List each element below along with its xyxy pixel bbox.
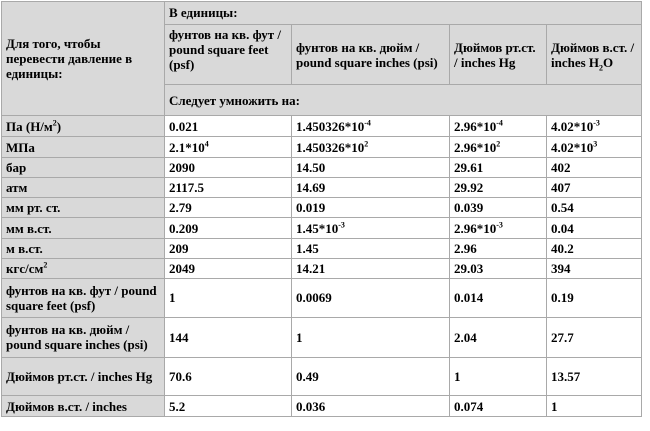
cell-value: 0.014 — [454, 290, 484, 306]
cell-value: 2.04 — [454, 329, 477, 345]
cell-value: 2090 — [169, 159, 195, 175]
cell-value: 29.92 — [454, 179, 484, 195]
row-header-atm-base: атм — [6, 179, 28, 195]
cell-value: 0.54 — [551, 199, 574, 215]
table-row — [2, 177, 642, 197]
table-cell — [450, 218, 547, 239]
row-header-psf-base: фунтов на кв. фут / pound square feet (psf) — [6, 282, 157, 313]
column-header-psi — [292, 24, 450, 84]
table-cell — [292, 137, 450, 158]
cell-value: 14.21 — [296, 260, 326, 276]
table-row — [2, 258, 642, 278]
pressure-conversion-table — [1, 1, 642, 417]
table-cell — [292, 158, 450, 178]
cell-value: 0.209 — [169, 220, 199, 236]
cell-value: 0.04 — [551, 220, 574, 236]
table-cell — [292, 357, 450, 395]
cell-value: 29.61 — [454, 159, 484, 175]
table-cell — [450, 158, 547, 178]
cell-value: 209 — [169, 240, 189, 256]
table-cell — [547, 258, 642, 278]
row-header-psi-base: фунтов на кв. дюйм / pound square inches (psi) — [6, 322, 148, 353]
table-row — [2, 278, 642, 318]
cell-value: 1 — [169, 290, 176, 306]
cell-value: 5.2 — [169, 398, 186, 414]
table-cell — [165, 158, 292, 178]
table-cell — [292, 278, 450, 318]
cell-value: 1.450326*10 — [296, 139, 365, 155]
row-header-pa-base: Па (Н/м — [6, 118, 53, 134]
row-header-inh2o — [2, 396, 165, 417]
row-header-mh2o-base: м в.ст. — [6, 240, 43, 256]
table-cell — [450, 396, 547, 417]
cell-value: 0.49 — [296, 368, 319, 384]
cell-exponent: -3 — [496, 220, 503, 230]
table-cell — [165, 197, 292, 218]
row-header-mpa — [2, 137, 165, 158]
table-cell — [292, 177, 450, 197]
cell-value: 407 — [551, 179, 571, 195]
cell-value: 0.0069 — [296, 290, 332, 306]
table-row — [2, 218, 642, 239]
table-row — [2, 239, 642, 259]
row-header-inhg-base: Дюймов рт.ст. / inches Hg — [6, 368, 153, 384]
column-header-psi-text: фунтов на кв. дюйм / pound square inches (psi) — [296, 39, 438, 70]
table-cell — [292, 218, 450, 239]
table-cell — [165, 137, 292, 158]
table-cell — [450, 116, 547, 137]
table-cell — [450, 137, 547, 158]
cell-value: 14.50 — [296, 159, 326, 175]
multiply-header-cell — [165, 85, 642, 116]
cell-value: 4.02*10 — [551, 139, 594, 155]
cell-value: 0.019 — [296, 199, 326, 215]
table-cell — [165, 258, 292, 278]
column-header-inhg — [450, 24, 547, 84]
cell-value: 29.03 — [454, 260, 484, 276]
row-header-mh2o — [2, 239, 165, 259]
table-cell — [450, 278, 547, 318]
cell-value: 2.96*10 — [454, 220, 497, 236]
table-cell — [292, 258, 450, 278]
row-header-atm — [2, 177, 165, 197]
table-cell — [450, 197, 547, 218]
table-cell — [450, 239, 547, 259]
table-row — [2, 137, 642, 158]
column-header-psf — [165, 24, 292, 84]
cell-exponent: -4 — [364, 118, 371, 128]
table-cell — [165, 218, 292, 239]
table-cell — [165, 357, 292, 395]
column-header-inh2o — [547, 24, 642, 84]
table-cell — [165, 278, 292, 318]
cell-value: 1.450326*10 — [296, 118, 365, 134]
table-cell — [165, 318, 292, 358]
table-cell — [292, 239, 450, 259]
column-header-inh2o-text: Дюймов в.ст. / inches H — [551, 39, 635, 70]
cell-exponent: 2 — [496, 139, 501, 149]
cell-value: 402 — [551, 159, 571, 175]
cell-exponent: 3 — [593, 139, 598, 149]
table-cell — [292, 396, 450, 417]
cell-value: 0.074 — [454, 398, 484, 414]
cell-value: 40.2 — [551, 240, 574, 256]
table-cell — [547, 197, 642, 218]
cell-value: 27.7 — [551, 329, 574, 345]
table-cell — [165, 177, 292, 197]
row-header-psi — [2, 318, 165, 358]
table-cell — [547, 396, 642, 417]
table-cell — [165, 116, 292, 137]
corner-header-label: Для того, чтобы перевести давление в единицы: — [6, 36, 133, 82]
cell-value: 144 — [169, 329, 189, 345]
cell-value: 0.021 — [169, 118, 199, 134]
row-header-kgf-cm2 — [2, 258, 165, 278]
table-cell — [547, 278, 642, 318]
cell-exponent: -4 — [496, 118, 503, 128]
in-units-header-cell — [165, 2, 642, 25]
cell-value: 1.45*10 — [296, 220, 339, 236]
table-cell — [450, 318, 547, 358]
table-row — [2, 318, 642, 358]
table-cell — [450, 258, 547, 278]
table-cell — [547, 318, 642, 358]
row-header-bar — [2, 158, 165, 178]
row-header-mmh2o — [2, 218, 165, 239]
row-header-mmh2o-base: мм в.ст. — [6, 220, 52, 236]
cell-value: 1 — [551, 398, 558, 414]
in-units-label: В единицы: — [169, 5, 238, 21]
table-cell — [547, 218, 642, 239]
row-header-bar-base: бар — [6, 159, 27, 175]
cell-value: 2.96 — [454, 240, 477, 256]
row-header-pa — [2, 116, 165, 137]
column-header-psf-text: фунтов на кв. фут / pound square feet (psf) — [169, 26, 281, 72]
cell-exponent: 4 — [204, 139, 209, 149]
cell-value: 2.96*10 — [454, 139, 497, 155]
cell-exponent: -3 — [338, 220, 345, 230]
cell-value: 394 — [551, 260, 571, 276]
cell-exponent: 2 — [364, 139, 369, 149]
row-header-pa-sup: 2 — [52, 118, 57, 128]
cell-value: 1 — [454, 368, 461, 384]
row-header-mmhg — [2, 197, 165, 218]
column-header-inh2o-subscript: 2 — [599, 63, 604, 73]
cell-value: 0.19 — [551, 290, 574, 306]
table-cell — [547, 137, 642, 158]
cell-value: 1.45 — [296, 240, 319, 256]
table-cell — [547, 177, 642, 197]
row-header-psf — [2, 278, 165, 318]
cell-value: 1 — [296, 329, 303, 345]
table-cell — [292, 318, 450, 358]
table-body — [2, 116, 642, 417]
row-header-pa-after: ) — [56, 118, 62, 134]
cell-value: 2049 — [169, 260, 195, 276]
table-row — [2, 357, 642, 395]
table-row — [2, 116, 642, 137]
table-cell — [547, 239, 642, 259]
table-cell — [547, 158, 642, 178]
table-cell — [547, 357, 642, 395]
table-row — [2, 396, 642, 417]
table-cell — [450, 357, 547, 395]
table-cell — [450, 177, 547, 197]
corner-header-cell — [2, 2, 165, 116]
cell-value: 14.69 — [296, 179, 326, 195]
column-header-inhg-text: Дюймов рт.ст. / inches Hg — [454, 39, 536, 70]
cell-value: 2.1*10 — [169, 139, 205, 155]
cell-exponent: -3 — [593, 118, 600, 128]
cell-value: 2117.5 — [169, 179, 205, 195]
row-header-inhg — [2, 357, 165, 395]
multiply-label: Следует умножить на: — [169, 92, 300, 108]
row-header-inh2o-base: Дюймов в.ст. / inches — [6, 398, 127, 414]
row-header-kgf-cm2-base: кгс/см — [6, 260, 44, 276]
table-cell — [165, 396, 292, 417]
row-header-kgf-cm2-sup: 2 — [43, 260, 48, 270]
table-cell — [292, 197, 450, 218]
cell-value: 2.96*10 — [454, 118, 497, 134]
row-header-mmhg-base: мм рт. ст. — [6, 199, 61, 215]
table-row — [2, 158, 642, 178]
row-header-mpa-base: МПа — [6, 139, 35, 155]
cell-value: 0.039 — [454, 199, 484, 215]
cell-value: 13.57 — [551, 368, 581, 384]
table-row — [2, 197, 642, 218]
cell-value: 2.79 — [169, 199, 192, 215]
cell-value: 4.02*10 — [551, 118, 594, 134]
table-cell — [547, 116, 642, 137]
cell-value: 70.6 — [169, 368, 192, 384]
cell-value: 0.036 — [296, 398, 326, 414]
table-cell — [292, 116, 450, 137]
table-cell — [165, 239, 292, 259]
column-header-inh2o-suffix: O — [603, 54, 614, 70]
